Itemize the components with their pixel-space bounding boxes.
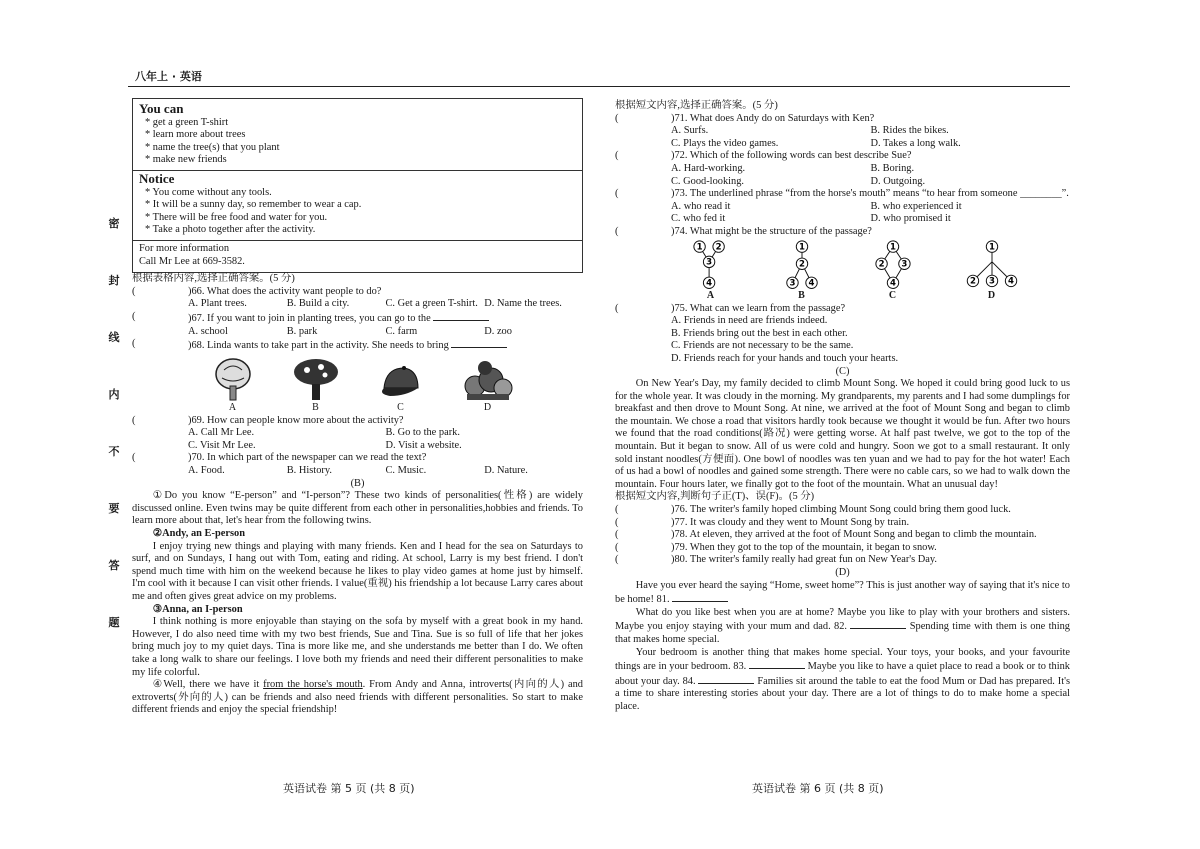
question-75: ( )75. What can we learn from the passage? [615,302,846,314]
tf-question: ( )80. The writer's family really had great fun on New Year's Day. [615,554,938,566]
option: D. zoo [484,325,512,337]
right-page [615,100,1070,714]
option: C. Visit Mr Lee. [188,439,256,451]
answer-blank [672,592,728,602]
option: B. History. [286,465,332,477]
question-stem: )71. What does Andy do on Saturdays with Ken? [671,112,875,124]
options-66 [132,298,583,311]
question-stem: )67. If you want to join in planting trees, you can go to the [188,312,431,324]
options-69 [132,427,583,452]
binding-char: 线 [108,331,120,344]
structure-option-d: 1 2 3 4 D [962,239,1022,303]
svg-text:1: 1 [889,242,896,253]
picture-option-a: A [210,356,256,415]
option: B. Boring. [870,162,915,174]
question-stem: )73. The underlined phrase “from the horse's mouth” means “to hear from someone ________”. [671,188,1069,200]
option: B. who experienced it [870,200,962,212]
svg-text:2: 2 [878,259,885,270]
structure-diagram-b [780,239,824,290]
option: B. Build a city. [286,298,350,310]
options-75 [615,315,1070,365]
cap-icon [376,362,426,402]
answer-blank [433,311,489,321]
structure-option-a: 1 2 3 4 A [689,239,733,303]
info-line: Call Mr Lee at 669-3582. [139,255,245,267]
picture-option-b: B [291,356,341,415]
question-69: ( )69. How can people know more about the activity? [132,414,404,426]
binding-char: 要 [108,502,120,515]
binding-char: 题 [108,616,120,629]
passage-paragraph: Your bedroom is another thing that makes home special. Your toys, your books, and your favourite things are in your bedroom. 83. Maybe you like to have a quiet place to read a book or to think about your day. 84. Families sit around the table to eat the food Mum or Dad has prepared. It's a time to share interesting stories about your day. There are a lot of things to do to make home a special place. [615,646,1070,712]
notice-item: * It will be a sunny day, so remember to wear a cap. [145,199,362,211]
structure-option-c: 1 2 3 4 C [871,239,915,303]
question-74: ( )74. What might be the structure of the passage? [615,225,872,237]
binding-line-text [106,215,122,671]
passage-paragraph: What do you like best when you are at home? Maybe you like to play with your brothers and sisters. Maybe you enjoy staying with your mum and dad. 82. Spending time with them is one thing that makes home special. [615,606,1070,645]
option: C. Good-looking. [671,175,745,187]
page-footer-left: 英语试卷 第 5 页 (共 8 页) [283,782,415,795]
option: A. who read it [671,200,731,212]
tf-question: ( )77. It was cloudy and they went to Mount Song by train. [615,516,910,528]
option: C. farm [385,325,418,337]
tree-sapling-icon [210,356,256,402]
options-70 [132,465,583,478]
option: A. Surfs. [671,125,709,137]
question-70: ( )70. In which part of the newspaper can we read the text? [132,452,427,464]
passage-paragraph: Have you ever heard the saying “Home, sweet home”? This is just another way of saying that it's nice to be home! 81. [615,579,1070,606]
option: A. Hard-working. [671,162,746,174]
you-can-title: You can [139,101,184,116]
option: D. Friends reach for your hands and touch your hearts. [671,352,899,364]
you-can-item: * make new friends [145,154,227,166]
tf-question: ( )78. At eleven, they arrived at the foot of Mount Song and began to climb the mountain. [615,529,1037,541]
section-instruction: 根据短文内容,选择正确答案。(5 分) [615,100,778,111]
svg-text:4: 4 [705,278,712,289]
svg-text:2: 2 [798,259,805,270]
structure-option-b: 1 2 3 4 B [780,239,824,303]
answer-blank [749,659,805,669]
passage-paragraph: ④Well, there we have it from the horse's mouth. From Andy and Anna, introverts(内向的人) and extroverts(外向的人) can be friends and also need friends with different personalities. So start to make different friends and enjoy the special friendship! [132,679,583,716]
section-instruction: 根据表格内容,选择正确答案。(5 分) [132,273,295,285]
svg-text:1: 1 [988,242,995,253]
question-stem: )66. What does the activity want people to do? [188,285,382,297]
page-footer-right: 英语试卷 第 6 页 (共 8 页) [752,782,884,795]
passage-subheading: ②Andy, an E-person [152,528,245,540]
structure-diagram-d [962,239,1022,290]
options-71 [615,125,1070,150]
passage-paragraph: On New Year's Day, my family decided to climb Mount Song. We hoped it could bring good luck to us for the whole year. It was cloudy in the morning. My grandparents, my parents and I had some dumplings for breakfast and then drove to Mount Song. At nine, we arrived at the foot of Mount Song and began to climb the mountain. We chose a road that visitors hardly took because we thought it would be fun. After two hours we found that the road conditions(路况) were getting worse. At half past twelve, we got to the top of the mountain. But it began to snow. All of us were cold and hungry. Soon we got to a small restaurant. It only sold instant noodles(方便面). One bowl of noodles was ten yuan and we had to pay for the hot water! Each of us had a bowl of noodles and gained some strength. There were no cable cars, so we had to walk down the mountain. Four hours later, we finally got to the foot of the mountain. What an unusual day! [615,378,1070,490]
you-can-item: * name the tree(s) that you plant [145,141,280,153]
option: D. Takes a long walk. [870,137,961,149]
picture-options-68 [192,353,532,415]
option: C. who fed it [671,213,726,225]
binding-char: 密 [108,217,120,230]
option: A. Friends in need are friends indeed. [671,315,828,327]
svg-text:2: 2 [715,242,722,253]
options-72 [615,163,1070,188]
question-68: ( )68. Linda wants to take part in the activity. She needs to bring [132,338,583,353]
notice-item: * You come without any tools. [145,186,272,198]
option: A. Food. [188,465,225,477]
svg-text:1: 1 [696,242,703,253]
question-73: ( )73. The underlined phrase “from the horse's mouth” means “to hear from someone ________”. [615,188,1069,200]
svg-text:1: 1 [798,242,805,253]
passage-paragraph: I enjoy trying new things and playing with many friends. Ken and I head for the sea on Saturdays to surf, and on Sundays, I hang out with Tom, eating and riding. At school, Larry is my best friend. I don't spend much time with him on the weekend because he likes to play video games at home just by himself. I'm cool with it because I can visit other friends. I value(重视) his friendship a lot because Larry cares about me and often gives great advice on my problems. [132,540,583,602]
activity-poster [132,98,583,273]
tree-icon [291,356,341,402]
notice-item: * Take a photo together after the activity. [145,224,316,236]
binding-char: 封 [108,274,120,287]
section-instruction: 根据短文内容,判断句子正(T)、误(F)。(5 分) [615,491,815,503]
question-stem: )75. What can we learn from the passage? [671,302,846,314]
picture-option-d: D [461,356,515,415]
answer-blank [451,338,507,348]
svg-text:3: 3 [789,278,795,289]
question-stem: )68. Linda wants to take part in the activity. She needs to bring [188,340,449,352]
svg-text:4: 4 [1007,276,1014,287]
structure-diagram-a [689,239,733,290]
passage-subheading: ③Anna, an I-person [152,603,243,615]
question-72: ( )72. Which of the following words can best describe Sue? [615,150,912,162]
tf-question: ( )79. When they got to the top of the mountain, it began to snow. [615,541,937,553]
left-page [132,98,583,717]
structure-diagrams [665,239,1045,303]
notice-title: Notice [139,170,175,186]
option: B. Rides the bikes. [870,125,949,137]
option: C. Plays the video games. [671,137,779,149]
option: B. Friends bring out the best in each other. [671,327,848,339]
options-73 [615,201,1070,226]
info-line: For more information [139,242,230,254]
svg-text:3: 3 [705,257,712,268]
option: D. who promised it [870,213,951,225]
section-label: (B) [350,477,365,489]
svg-text:4: 4 [889,278,896,289]
you-can-item: * get a green T-shirt [145,116,229,128]
question-66: ( )66. What does the activity want people to do? [132,285,382,297]
question-stem: )72. Which of the following words can best describe Sue? [671,150,912,162]
option: A. Call Mr Lee. [188,427,255,439]
options-67 [132,326,583,339]
option: A. school [188,325,228,337]
option: B. Go to the park. [385,427,460,439]
option: C. Get a green T-shirt. [385,298,478,310]
option: C. Music. [385,465,427,477]
header-rule [128,86,1070,87]
box-divider [133,240,582,241]
svg-text:4: 4 [808,278,814,289]
underlined-phrase: from the horse's mouth [263,679,363,691]
food-pile-icon [461,356,515,402]
picture-option-c: C [376,362,426,415]
question-71: ( )71. What does Andy do on Saturdays with Ken? [615,112,875,124]
question-stem: )69. How can people know more about the activity? [188,414,404,426]
box-divider [133,170,582,171]
svg-text:3: 3 [988,276,995,287]
question-67: ( )67. If you want to join in planting trees, you can go to the [132,311,583,326]
section-label: (C) [835,365,850,377]
passage-paragraph: ①Do you know “E-person” and “I-person”? These two kinds of personalities(性格) are widely discussed online. Even twins may be quite different from each other in personalities,hobbies and friends. To learn more about that, let's hear from the following twins. [132,490,583,527]
option: B. park [286,325,318,337]
answer-blank [850,619,906,629]
answer-blank [698,674,754,684]
binding-char: 内 [108,388,120,401]
section-label: (D) [835,567,850,578]
tf-question: ( )76. The writer's family hoped climbing Mount Song could bring them good luck. [615,504,1011,516]
option: D. Nature. [484,465,528,477]
notice-item: * There will be free food and water for you. [145,211,328,223]
question-stem: )74. What might be the structure of the passage? [671,225,872,237]
you-can-item: * learn more about trees [145,129,246,141]
svg-text:2: 2 [969,276,976,287]
binding-char: 答 [108,559,120,572]
option: D. Visit a website. [385,439,462,451]
option: C. Friends are not necessary to be the same. [671,340,854,352]
question-stem: )70. In which part of the newspaper can we read the text? [188,452,427,464]
page-header: 八年上 · 英语 [135,70,202,83]
option: D. Name the trees. [484,298,562,310]
option: D. Outgoing. [870,175,926,187]
structure-diagram-c [871,239,915,290]
svg-text:3: 3 [900,259,907,270]
option: A. Plant trees. [188,298,247,310]
binding-char: 不 [108,445,120,458]
passage-paragraph: I think nothing is more enjoyable than staying on the sofa by myself with a great book in my hand. However, I do also need time with my two best friends, Sue and Tina. Sue is so full of life that her jokes bring much joy to my quiet days. Tina is more like me, and she understands me better than I do. We often take a long walk to share our feelings. I love both my friends and need their different personalities to make my life colorful. [132,616,583,678]
